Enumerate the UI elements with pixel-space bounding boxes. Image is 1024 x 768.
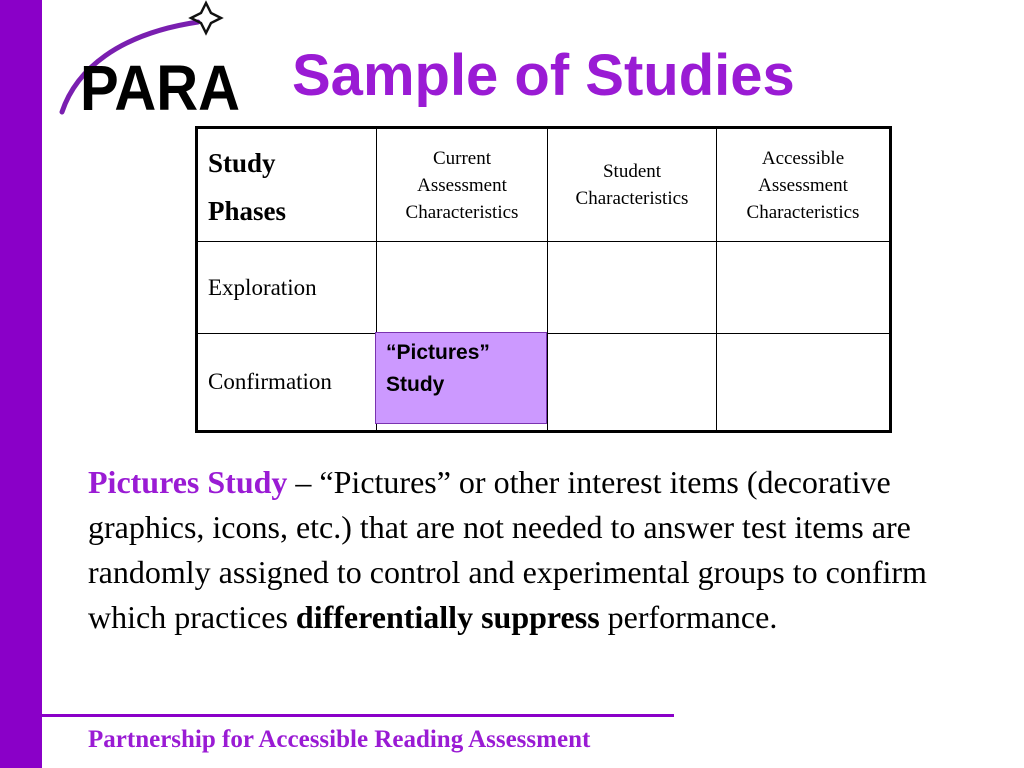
header-label-line: Study — [208, 148, 276, 178]
table-cell — [548, 334, 717, 432]
slide-title: Sample of Studies — [292, 43, 795, 108]
header-cell-current-assessment — [377, 128, 548, 242]
footer-text: Partnership for Accessible Reading Assessment — [88, 726, 591, 753]
header-cell-student — [548, 128, 717, 242]
row-label-exploration: Exploration — [197, 242, 377, 334]
header-cell-study-phases — [197, 128, 377, 242]
table-cell — [548, 242, 717, 334]
description-text-end: performance. — [599, 599, 778, 635]
header-label-line: Assessment — [417, 174, 507, 196]
header-label-line: Characteristics — [746, 201, 860, 223]
pictures-study-highlight — [375, 332, 547, 424]
para-logo — [58, 0, 248, 122]
studies-table — [195, 126, 889, 430]
para-logo-graphic — [58, 0, 248, 122]
header-label-line: Phases — [208, 196, 287, 226]
description-dash: – — [287, 464, 320, 500]
table-cell — [377, 242, 548, 334]
highlight-line: Study — [386, 373, 445, 396]
description-term: Pictures Study — [88, 464, 288, 500]
header-label-line: Assessment — [758, 174, 848, 196]
logo-text: PARA — [80, 52, 240, 122]
description-text: “Pictures” or other interest items (decorative graphics, icons, etc.) that are not needed to answer test items are randomly assigned to control and experimental groups to confirm which practices — [88, 464, 927, 635]
left-accent-bar — [0, 0, 42, 768]
table-cell — [717, 242, 891, 334]
footer-divider — [42, 714, 674, 717]
table-row — [197, 242, 891, 334]
highlight-line: “Pictures” — [386, 341, 490, 364]
header-label-line: Student — [602, 161, 662, 182]
row-label-confirmation: Confirmation — [197, 334, 377, 432]
header-label-line: Accessible — [761, 147, 845, 169]
header-label-line: Characteristics — [405, 201, 519, 223]
table-header-row — [197, 128, 891, 242]
header-label-line: Current — [432, 147, 492, 169]
description-bold-phrase: differentially suppress — [295, 599, 600, 635]
header-label-line: Characteristics — [575, 188, 689, 209]
header-cell-accessible-assessment — [717, 128, 891, 242]
study-description — [88, 460, 968, 640]
table-cell — [717, 334, 891, 432]
